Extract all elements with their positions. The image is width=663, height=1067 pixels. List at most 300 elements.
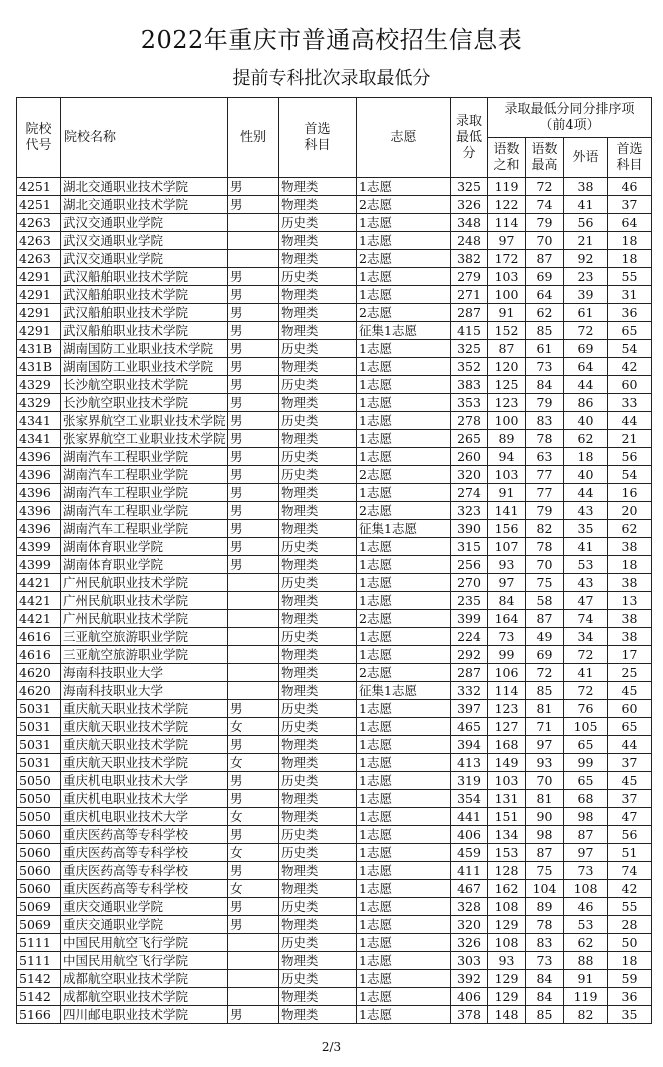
cell-max-chinese-math: 70 xyxy=(526,556,564,574)
cell-gender xyxy=(228,988,279,1006)
cell-foreign-language: 99 xyxy=(564,754,608,772)
cell-name: 武汉船舶职业技术学院 xyxy=(61,268,228,286)
table-row xyxy=(17,304,652,322)
cell-gender: 男 xyxy=(228,700,279,718)
cell-subject: 物理类 xyxy=(279,808,357,826)
header-foreign-language: 外语 xyxy=(564,138,608,178)
cell-max-chinese-math: 73 xyxy=(526,358,564,376)
cell-first-subject-score: 54 xyxy=(608,340,652,358)
cell-name: 重庆交通职业学院 xyxy=(61,916,228,934)
cell-min-score: 325 xyxy=(451,340,488,358)
cell-code: 5111 xyxy=(17,934,61,952)
cell-foreign-language: 76 xyxy=(564,700,608,718)
table-row xyxy=(17,448,652,466)
cell-sum-chinese-math: 123 xyxy=(488,700,526,718)
cell-min-score: 467 xyxy=(451,880,488,898)
cell-max-chinese-math: 87 xyxy=(526,250,564,268)
header-rank-group: 录取最低分同分排序项 （前4项） xyxy=(488,98,652,138)
cell-max-chinese-math: 63 xyxy=(526,448,564,466)
cell-sum-chinese-math: 97 xyxy=(488,574,526,592)
cell-min-score: 320 xyxy=(451,466,488,484)
cell-min-score: 303 xyxy=(451,952,488,970)
cell-foreign-language: 46 xyxy=(564,898,608,916)
cell-max-chinese-math: 74 xyxy=(526,196,564,214)
cell-min-score: 352 xyxy=(451,358,488,376)
cell-wish: 征集1志愿 xyxy=(357,682,451,700)
cell-sum-chinese-math: 123 xyxy=(488,394,526,412)
cell-max-chinese-math: 78 xyxy=(526,430,564,448)
cell-name: 武汉交通职业学院 xyxy=(61,250,228,268)
cell-first-subject-score: 37 xyxy=(608,196,652,214)
cell-sum-chinese-math: 127 xyxy=(488,718,526,736)
cell-max-chinese-math: 79 xyxy=(526,214,564,232)
cell-code: 4341 xyxy=(17,430,61,448)
cell-code: 4396 xyxy=(17,448,61,466)
cell-foreign-language: 88 xyxy=(564,952,608,970)
cell-gender: 女 xyxy=(228,718,279,736)
cell-max-chinese-math: 85 xyxy=(526,322,564,340)
cell-first-subject-score: 25 xyxy=(608,664,652,682)
cell-min-score: 224 xyxy=(451,628,488,646)
cell-first-subject-score: 45 xyxy=(608,682,652,700)
header-sum-chinese-math: 语数 之和 xyxy=(488,138,526,178)
cell-min-score: 392 xyxy=(451,970,488,988)
cell-foreign-language: 65 xyxy=(564,772,608,790)
cell-foreign-language: 40 xyxy=(564,466,608,484)
cell-max-chinese-math: 85 xyxy=(526,1006,564,1024)
cell-wish: 2志愿 xyxy=(357,664,451,682)
cell-subject: 物理类 xyxy=(279,754,357,772)
cell-wish: 1志愿 xyxy=(357,538,451,556)
cell-first-subject-score: 42 xyxy=(608,358,652,376)
cell-max-chinese-math: 69 xyxy=(526,646,564,664)
cell-name: 湖南体育职业学院 xyxy=(61,556,228,574)
cell-max-chinese-math: 75 xyxy=(526,574,564,592)
cell-subject: 物理类 xyxy=(279,646,357,664)
cell-min-score: 459 xyxy=(451,844,488,862)
cell-name: 长沙航空职业技术学院 xyxy=(61,394,228,412)
cell-max-chinese-math: 72 xyxy=(526,664,564,682)
cell-foreign-language: 44 xyxy=(564,484,608,502)
cell-max-chinese-math: 81 xyxy=(526,790,564,808)
cell-code: 5031 xyxy=(17,736,61,754)
table-row xyxy=(17,538,652,556)
cell-foreign-language: 72 xyxy=(564,682,608,700)
cell-max-chinese-math: 61 xyxy=(526,340,564,358)
table-row xyxy=(17,250,652,268)
cell-max-chinese-math: 75 xyxy=(526,862,564,880)
cell-name: 重庆医药高等专科学校 xyxy=(61,844,228,862)
cell-min-score: 326 xyxy=(451,934,488,952)
cell-min-score: 415 xyxy=(451,322,488,340)
cell-foreign-language: 62 xyxy=(564,430,608,448)
cell-code: 4399 xyxy=(17,538,61,556)
page-title: 2022年重庆市普通高校招生信息表 xyxy=(140,26,523,54)
cell-first-subject-score: 18 xyxy=(608,232,652,250)
cell-min-score: 320 xyxy=(451,916,488,934)
cell-subject: 物理类 xyxy=(279,880,357,898)
cell-min-score: 287 xyxy=(451,664,488,682)
cell-gender xyxy=(228,232,279,250)
cell-code: 5050 xyxy=(17,808,61,826)
cell-first-subject-score: 38 xyxy=(608,610,652,628)
table-row xyxy=(17,790,652,808)
cell-name: 重庆航天职业技术学院 xyxy=(61,700,228,718)
cell-wish: 1志愿 xyxy=(357,556,451,574)
cell-name: 湖南汽车工程职业学院 xyxy=(61,466,228,484)
cell-code: 4251 xyxy=(17,178,61,196)
cell-first-subject-score: 17 xyxy=(608,646,652,664)
cell-max-chinese-math: 58 xyxy=(526,592,564,610)
cell-code: 5142 xyxy=(17,988,61,1006)
cell-name: 重庆交通职业学院 xyxy=(61,898,228,916)
cell-code: 4396 xyxy=(17,484,61,502)
cell-foreign-language: 73 xyxy=(564,862,608,880)
table-row xyxy=(17,574,652,592)
cell-sum-chinese-math: 125 xyxy=(488,376,526,394)
cell-code: 4263 xyxy=(17,214,61,232)
cell-first-subject-score: 36 xyxy=(608,988,652,1006)
cell-wish: 1志愿 xyxy=(357,484,451,502)
table-row xyxy=(17,826,652,844)
cell-gender: 女 xyxy=(228,808,279,826)
cell-foreign-language: 62 xyxy=(564,934,608,952)
cell-sum-chinese-math: 172 xyxy=(488,250,526,268)
cell-name: 张家界航空工业职业技术学院 xyxy=(61,412,228,430)
cell-code: 4329 xyxy=(17,376,61,394)
cell-min-score: 235 xyxy=(451,592,488,610)
cell-name: 重庆机电职业技术大学 xyxy=(61,808,228,826)
cell-code: 5111 xyxy=(17,952,61,970)
cell-min-score: 406 xyxy=(451,988,488,1006)
cell-min-score: 441 xyxy=(451,808,488,826)
cell-first-subject-score: 74 xyxy=(608,862,652,880)
cell-code: 4616 xyxy=(17,628,61,646)
cell-name: 湖南汽车工程职业学院 xyxy=(61,502,228,520)
cell-subject: 物理类 xyxy=(279,988,357,1006)
cell-code: 4620 xyxy=(17,664,61,682)
cell-name: 湖南汽车工程职业学院 xyxy=(61,520,228,538)
cell-subject: 物理类 xyxy=(279,178,357,196)
cell-wish: 1志愿 xyxy=(357,286,451,304)
table-row xyxy=(17,664,652,682)
cell-gender: 男 xyxy=(228,736,279,754)
cell-max-chinese-math: 83 xyxy=(526,934,564,952)
cell-code: 4329 xyxy=(17,394,61,412)
cell-first-subject-score: 45 xyxy=(608,772,652,790)
cell-foreign-language: 72 xyxy=(564,646,608,664)
table-row xyxy=(17,916,652,934)
cell-subject: 物理类 xyxy=(279,304,357,322)
cell-min-score: 271 xyxy=(451,286,488,304)
cell-wish: 1志愿 xyxy=(357,754,451,772)
cell-min-score: 465 xyxy=(451,718,488,736)
cell-wish: 1志愿 xyxy=(357,772,451,790)
cell-foreign-language: 82 xyxy=(564,1006,608,1024)
cell-foreign-language: 98 xyxy=(564,808,608,826)
cell-gender: 男 xyxy=(228,502,279,520)
cell-sum-chinese-math: 89 xyxy=(488,430,526,448)
cell-wish: 2志愿 xyxy=(357,250,451,268)
cell-first-subject-score: 18 xyxy=(608,250,652,268)
cell-name: 海南科技职业大学 xyxy=(61,682,228,700)
cell-sum-chinese-math: 152 xyxy=(488,322,526,340)
cell-name: 中国民用航空飞行学院 xyxy=(61,952,228,970)
cell-wish: 1志愿 xyxy=(357,916,451,934)
table-row xyxy=(17,196,652,214)
cell-name: 武汉船舶职业技术学院 xyxy=(61,286,228,304)
cell-min-score: 390 xyxy=(451,520,488,538)
table-row xyxy=(17,556,652,574)
cell-sum-chinese-math: 93 xyxy=(488,556,526,574)
cell-sum-chinese-math: 108 xyxy=(488,898,526,916)
table-row xyxy=(17,988,652,1006)
cell-wish: 1志愿 xyxy=(357,646,451,664)
cell-code: 4396 xyxy=(17,502,61,520)
cell-foreign-language: 41 xyxy=(564,538,608,556)
cell-min-score: 315 xyxy=(451,538,488,556)
cell-subject: 历史类 xyxy=(279,844,357,862)
cell-gender xyxy=(228,214,279,232)
cell-code: 5069 xyxy=(17,916,61,934)
cell-wish: 1志愿 xyxy=(357,790,451,808)
cell-foreign-language: 74 xyxy=(564,610,608,628)
cell-first-subject-score: 59 xyxy=(608,970,652,988)
cell-code: 4291 xyxy=(17,322,61,340)
cell-subject: 物理类 xyxy=(279,520,357,538)
cell-foreign-language: 68 xyxy=(564,790,608,808)
cell-sum-chinese-math: 129 xyxy=(488,916,526,934)
table-row xyxy=(17,412,652,430)
table-row xyxy=(17,898,652,916)
cell-first-subject-score: 50 xyxy=(608,934,652,952)
cell-subject: 历史类 xyxy=(279,574,357,592)
table-row xyxy=(17,466,652,484)
cell-wish: 1志愿 xyxy=(357,394,451,412)
cell-name: 长沙航空职业技术学院 xyxy=(61,376,228,394)
cell-foreign-language: 87 xyxy=(564,826,608,844)
cell-foreign-language: 47 xyxy=(564,592,608,610)
cell-first-subject-score: 37 xyxy=(608,790,652,808)
cell-max-chinese-math: 104 xyxy=(526,880,564,898)
cell-wish: 2志愿 xyxy=(357,304,451,322)
cell-name: 湖南汽车工程职业学院 xyxy=(61,448,228,466)
cell-subject: 物理类 xyxy=(279,250,357,268)
cell-wish: 1志愿 xyxy=(357,880,451,898)
cell-code: 4263 xyxy=(17,250,61,268)
cell-code: 4421 xyxy=(17,574,61,592)
cell-gender: 男 xyxy=(228,916,279,934)
cell-name: 武汉船舶职业技术学院 xyxy=(61,322,228,340)
cell-foreign-language: 21 xyxy=(564,232,608,250)
cell-wish: 1志愿 xyxy=(357,988,451,1006)
cell-min-score: 292 xyxy=(451,646,488,664)
cell-name: 重庆机电职业技术大学 xyxy=(61,790,228,808)
cell-max-chinese-math: 93 xyxy=(526,754,564,772)
cell-code: 431B xyxy=(17,340,61,358)
cell-first-subject-score: 16 xyxy=(608,484,652,502)
cell-sum-chinese-math: 156 xyxy=(488,520,526,538)
cell-max-chinese-math: 79 xyxy=(526,502,564,520)
cell-min-score: 279 xyxy=(451,268,488,286)
cell-foreign-language: 39 xyxy=(564,286,608,304)
cell-name: 重庆航天职业技术学院 xyxy=(61,754,228,772)
cell-first-subject-score: 42 xyxy=(608,880,652,898)
cell-gender: 男 xyxy=(228,466,279,484)
cell-max-chinese-math: 89 xyxy=(526,898,564,916)
cell-min-score: 332 xyxy=(451,682,488,700)
cell-wish: 1志愿 xyxy=(357,808,451,826)
cell-wish: 1志愿 xyxy=(357,448,451,466)
cell-first-subject-score: 60 xyxy=(608,700,652,718)
header-wish: 志愿 xyxy=(357,98,451,178)
table-row xyxy=(17,610,652,628)
cell-first-subject-score: 18 xyxy=(608,952,652,970)
cell-max-chinese-math: 81 xyxy=(526,700,564,718)
cell-min-score: 382 xyxy=(451,250,488,268)
cell-max-chinese-math: 87 xyxy=(526,610,564,628)
cell-name: 成都航空职业技术学院 xyxy=(61,970,228,988)
cell-first-subject-score: 64 xyxy=(608,214,652,232)
cell-subject: 物理类 xyxy=(279,232,357,250)
cell-max-chinese-math: 62 xyxy=(526,304,564,322)
cell-sum-chinese-math: 128 xyxy=(488,862,526,880)
cell-sum-chinese-math: 134 xyxy=(488,826,526,844)
cell-first-subject-score: 13 xyxy=(608,592,652,610)
cell-first-subject-score: 38 xyxy=(608,628,652,646)
table-row xyxy=(17,430,652,448)
cell-subject: 物理类 xyxy=(279,286,357,304)
cell-code: 4421 xyxy=(17,610,61,628)
cell-max-chinese-math: 78 xyxy=(526,538,564,556)
cell-name: 张家界航空工业职业技术学院 xyxy=(61,430,228,448)
cell-max-chinese-math: 87 xyxy=(526,844,564,862)
cell-gender: 男 xyxy=(228,1006,279,1024)
cell-code: 5166 xyxy=(17,1006,61,1024)
cell-subject: 物理类 xyxy=(279,862,357,880)
cell-first-subject-score: 37 xyxy=(608,754,652,772)
header-code: 院校 代号 xyxy=(17,98,61,178)
cell-sum-chinese-math: 107 xyxy=(488,538,526,556)
cell-wish: 征集1志愿 xyxy=(357,520,451,538)
cell-sum-chinese-math: 106 xyxy=(488,664,526,682)
cell-subject: 物理类 xyxy=(279,592,357,610)
cell-subject: 物理类 xyxy=(279,556,357,574)
cell-min-score: 278 xyxy=(451,412,488,430)
cell-foreign-language: 41 xyxy=(564,196,608,214)
cell-subject: 历史类 xyxy=(279,448,357,466)
cell-min-score: 383 xyxy=(451,376,488,394)
cell-sum-chinese-math: 149 xyxy=(488,754,526,772)
cell-min-score: 265 xyxy=(451,430,488,448)
header-min-score: 录取 最低 分 xyxy=(451,98,488,178)
cell-first-subject-score: 38 xyxy=(608,538,652,556)
cell-code: 5142 xyxy=(17,970,61,988)
cell-subject: 物理类 xyxy=(279,322,357,340)
cell-subject: 历史类 xyxy=(279,214,357,232)
cell-foreign-language: 64 xyxy=(564,358,608,376)
cell-wish: 2志愿 xyxy=(357,466,451,484)
cell-foreign-language: 61 xyxy=(564,304,608,322)
cell-wish: 1志愿 xyxy=(357,628,451,646)
cell-min-score: 411 xyxy=(451,862,488,880)
cell-max-chinese-math: 97 xyxy=(526,736,564,754)
cell-name: 武汉船舶职业技术学院 xyxy=(61,304,228,322)
cell-subject: 物理类 xyxy=(279,196,357,214)
cell-gender: 男 xyxy=(228,484,279,502)
cell-name: 湖南国防工业职业技术学院 xyxy=(61,340,228,358)
cell-name: 重庆航天职业技术学院 xyxy=(61,736,228,754)
cell-min-score: 325 xyxy=(451,178,488,196)
table-body xyxy=(17,178,652,1024)
cell-max-chinese-math: 69 xyxy=(526,268,564,286)
cell-code: 5031 xyxy=(17,718,61,736)
cell-gender: 男 xyxy=(228,286,279,304)
cell-wish: 1志愿 xyxy=(357,700,451,718)
cell-first-subject-score: 18 xyxy=(608,556,652,574)
cell-foreign-language: 105 xyxy=(564,718,608,736)
cell-sum-chinese-math: 103 xyxy=(488,466,526,484)
cell-code: 5060 xyxy=(17,844,61,862)
table-row xyxy=(17,772,652,790)
cell-foreign-language: 69 xyxy=(564,340,608,358)
cell-sum-chinese-math: 91 xyxy=(488,484,526,502)
cell-wish: 1志愿 xyxy=(357,970,451,988)
cell-first-subject-score: 31 xyxy=(608,286,652,304)
cell-wish: 1志愿 xyxy=(357,952,451,970)
cell-wish: 1志愿 xyxy=(357,736,451,754)
cell-name: 中国民用航空飞行学院 xyxy=(61,934,228,952)
cell-gender xyxy=(228,610,279,628)
cell-gender: 男 xyxy=(228,178,279,196)
cell-code: 5031 xyxy=(17,700,61,718)
cell-name: 武汉交通职业学院 xyxy=(61,232,228,250)
cell-wish: 2志愿 xyxy=(357,196,451,214)
cell-gender: 男 xyxy=(228,412,279,430)
cell-sum-chinese-math: 100 xyxy=(488,286,526,304)
cell-first-subject-score: 28 xyxy=(608,916,652,934)
cell-gender: 男 xyxy=(228,394,279,412)
cell-max-chinese-math: 77 xyxy=(526,466,564,484)
cell-wish: 1志愿 xyxy=(357,934,451,952)
cell-code: 4396 xyxy=(17,466,61,484)
cell-sum-chinese-math: 114 xyxy=(488,682,526,700)
cell-foreign-language: 41 xyxy=(564,664,608,682)
cell-foreign-language: 91 xyxy=(564,970,608,988)
cell-foreign-language: 18 xyxy=(564,448,608,466)
cell-name: 成都航空职业技术学院 xyxy=(61,988,228,1006)
cell-first-subject-score: 56 xyxy=(608,826,652,844)
cell-max-chinese-math: 70 xyxy=(526,232,564,250)
cell-first-subject-score: 62 xyxy=(608,520,652,538)
cell-code: 4399 xyxy=(17,556,61,574)
cell-wish: 1志愿 xyxy=(357,376,451,394)
cell-foreign-language: 43 xyxy=(564,502,608,520)
cell-code: 4421 xyxy=(17,592,61,610)
cell-foreign-language: 97 xyxy=(564,844,608,862)
cell-foreign-language: 23 xyxy=(564,268,608,286)
cell-subject: 历史类 xyxy=(279,628,357,646)
cell-foreign-language: 35 xyxy=(564,520,608,538)
table-row xyxy=(17,970,652,988)
cell-gender: 男 xyxy=(228,304,279,322)
cell-subject: 历史类 xyxy=(279,970,357,988)
cell-first-subject-score: 44 xyxy=(608,736,652,754)
table-row xyxy=(17,268,652,286)
cell-gender: 男 xyxy=(228,340,279,358)
cell-sum-chinese-math: 148 xyxy=(488,1006,526,1024)
cell-sum-chinese-math: 84 xyxy=(488,592,526,610)
